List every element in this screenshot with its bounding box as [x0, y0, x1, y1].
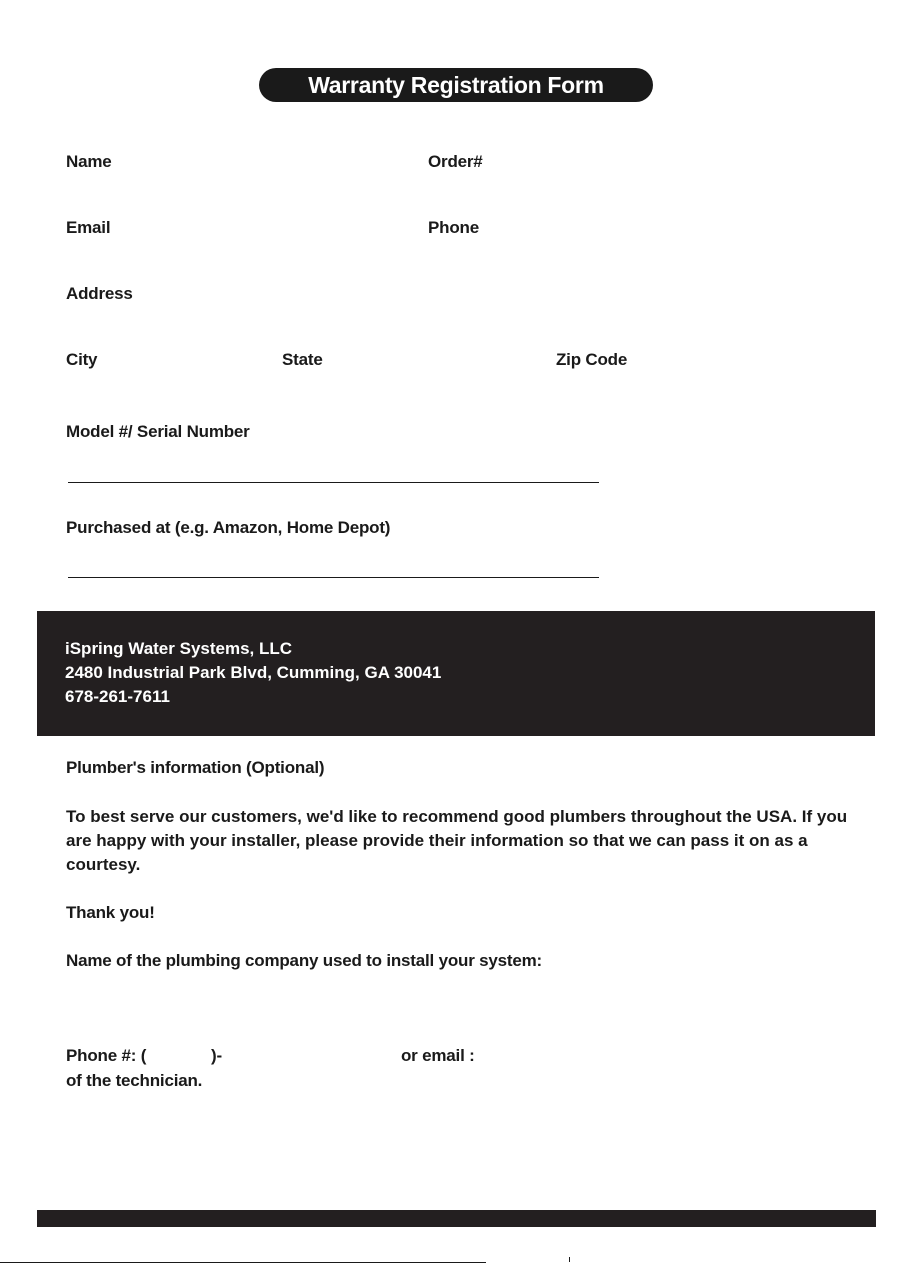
company-phone: 678-261-7611 — [65, 687, 170, 706]
plumber-heading: Plumber's information (Optional) — [66, 758, 325, 777]
city-label: City — [66, 350, 98, 369]
page-edge-line — [0, 1262, 486, 1263]
email-label: Email — [66, 218, 111, 237]
phone-label: Phone — [428, 218, 479, 237]
plumber-phone-field[interactable] — [232, 1046, 392, 1068]
purchased-at-underline — [68, 577, 599, 578]
model-serial-underline — [68, 482, 599, 483]
state-field[interactable] — [334, 350, 544, 372]
order-number-field[interactable] — [495, 152, 865, 174]
zip-code-label: Zip Code — [556, 350, 628, 369]
zip-code-field[interactable] — [640, 350, 862, 372]
page-title: Warranty Registration Form — [308, 72, 604, 98]
model-serial-field[interactable] — [69, 458, 597, 480]
email-field[interactable] — [120, 218, 405, 240]
plumber-phone-prefix: Phone #: ( — [66, 1046, 147, 1065]
purchased-at-field[interactable] — [69, 554, 597, 576]
technician-suffix: of the technician. — [66, 1071, 203, 1090]
plumbing-company-field[interactable] — [66, 990, 846, 1012]
company-address: 2480 Industrial Park Blvd, Cumming, GA 30041 — [65, 663, 442, 682]
city-field[interactable] — [106, 350, 271, 372]
title-banner — [259, 68, 653, 102]
name-label: Name — [66, 152, 112, 171]
page-edge-tick — [569, 1257, 570, 1262]
plumbing-company-prompt: Name of the plumbing company used to install your system: — [66, 951, 543, 970]
plumber-area-code-field[interactable] — [180, 1046, 208, 1068]
phone-field[interactable] — [492, 218, 862, 240]
purchased-at-label: Purchased at (e.g. Amazon, Home Depot) — [66, 518, 391, 537]
footer-bar — [37, 1210, 876, 1227]
order-number-label: Order# — [428, 152, 483, 171]
plumber-email-field[interactable] — [488, 1046, 863, 1068]
model-serial-label: Model #/ Serial Number — [66, 422, 250, 441]
company-name: iSpring Water Systems, LLC — [65, 639, 293, 658]
state-label: State — [282, 350, 323, 369]
address-label: Address — [66, 284, 133, 303]
company-info-band — [37, 611, 875, 736]
address-field[interactable] — [142, 284, 862, 306]
name-field[interactable] — [125, 152, 405, 174]
plumber-intro: To best serve our customers, we'd like to recommend good plumbers throughout the USA. If you are happy with your installer, please provide their information so that we can pass it on as a courtesy. — [66, 807, 848, 874]
plumber-email-label: or email : — [401, 1046, 475, 1065]
plumber-phone-separator: )- — [211, 1046, 222, 1065]
thank-you-text: Thank you! — [66, 903, 155, 922]
